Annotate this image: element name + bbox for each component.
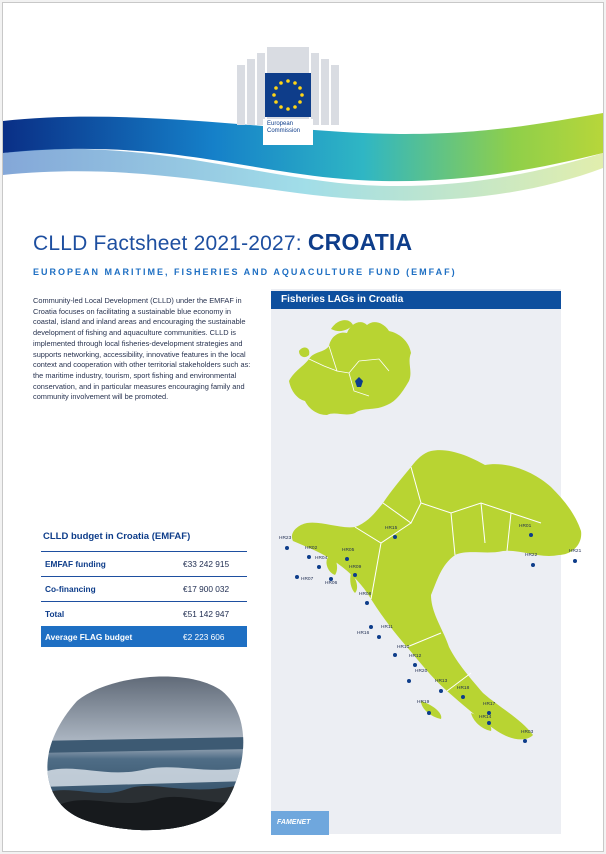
- lag-label: HR15: [385, 526, 398, 531]
- lag-label: HR21: [569, 549, 582, 554]
- croatia-lag-map: [271, 443, 591, 763]
- lag-label: HR05: [342, 548, 355, 553]
- budget-label: EMFAF funding: [45, 559, 106, 569]
- lag-label: HR11: [381, 625, 393, 630]
- budget-label: Average FLAG budget: [45, 632, 133, 642]
- lag-marker: [573, 559, 577, 563]
- lag-label: HR16: [357, 631, 370, 636]
- lag-marker: [523, 739, 527, 743]
- page-title: [33, 229, 412, 256]
- lag-label: HR23: [279, 536, 292, 541]
- budget-value: €51 142 947: [183, 609, 230, 619]
- lag-label: HR10: [397, 645, 410, 650]
- famenet-logo: FAMENET: [271, 811, 329, 835]
- lag-marker: [461, 695, 465, 699]
- lag-marker: [307, 555, 311, 559]
- lag-marker: [407, 679, 411, 683]
- europe-locator-map: [279, 311, 419, 423]
- lag-label: HR13: [435, 679, 448, 684]
- coastal-photo: [37, 671, 249, 831]
- lag-marker: [285, 546, 289, 550]
- budget-row: [41, 551, 247, 576]
- lag-label: HR09: [349, 565, 362, 570]
- lag-label: HR20: [415, 669, 428, 674]
- budget-row: [41, 576, 247, 601]
- lag-marker: [393, 653, 397, 657]
- lag-marker: [317, 565, 321, 569]
- lag-marker: [369, 625, 373, 629]
- budget-title: CLLD budget in Croatia (EMFAF): [43, 531, 191, 542]
- lag-label: HR19: [417, 700, 430, 705]
- lag-marker: [427, 711, 431, 715]
- lag-label: HR07: [301, 577, 314, 582]
- lag-label: HR08: [359, 592, 372, 597]
- lag-marker: [487, 721, 491, 725]
- lag-label: HR01: [519, 524, 532, 529]
- budget-label: Co-financing: [45, 584, 96, 594]
- budget-row: [41, 601, 247, 626]
- title-prefix: CLLD Factsheet 2021-2027:: [33, 232, 308, 255]
- lag-marker: [365, 601, 369, 605]
- budget-table: [41, 551, 247, 647]
- lag-label: HR22: [525, 553, 538, 558]
- map-title: Fisheries LAGs in Croatia: [271, 291, 561, 309]
- lag-marker: [393, 535, 397, 539]
- lag-marker: [353, 573, 357, 577]
- lag-marker: [439, 689, 443, 693]
- lag-marker: [529, 533, 533, 537]
- budget-value: €2 223 606: [183, 632, 225, 642]
- lag-marker: [295, 575, 299, 579]
- lag-marker: [531, 563, 535, 567]
- lag-label: HR18: [457, 686, 470, 691]
- lag-marker: [345, 557, 349, 561]
- lag-label: HR06: [325, 581, 338, 586]
- budget-value: €33 242 915: [183, 559, 230, 569]
- lag-marker: [413, 663, 417, 667]
- budget-value: €17 900 032: [183, 584, 230, 594]
- lag-label: HR17: [483, 702, 496, 707]
- lag-marker: [377, 635, 381, 639]
- intro-paragraph: Community-led Local Development (CLLD) under the EMFAF in Croatia focuses on facilitating a sustainable blue economy in coastal, island and inland areas and encouraging the sustainable development of fishing and aquaculture communities. CLLD is implemented through local fisheries-development strategies and supports networking, accessibility, innovative features in the local context and cooperation with other territorial stakeholders such as: the maritime industry, tourism, sport fishing and environmental conservation, and in particular measures encouraging family and community involvement will be promoted.: [33, 296, 251, 402]
- european-commission-logo: [233, 43, 343, 155]
- lag-label: HR12: [409, 654, 422, 659]
- budget-label: Total: [45, 609, 65, 619]
- budget-row-highlight: [41, 626, 247, 647]
- lag-label: HR02: [305, 546, 318, 551]
- page-subtitle: EUROPEAN MARITIME, FISHERIES AND AQUACULTURE FUND (EMFAF): [33, 267, 457, 277]
- title-country: CROATIA: [307, 229, 413, 255]
- logo-label: European Commission: [267, 121, 301, 134]
- lag-label: HR04: [315, 556, 328, 561]
- factsheet-page: [2, 2, 604, 852]
- lag-label: HR14: [479, 715, 492, 720]
- lag-label: HR03: [521, 730, 534, 735]
